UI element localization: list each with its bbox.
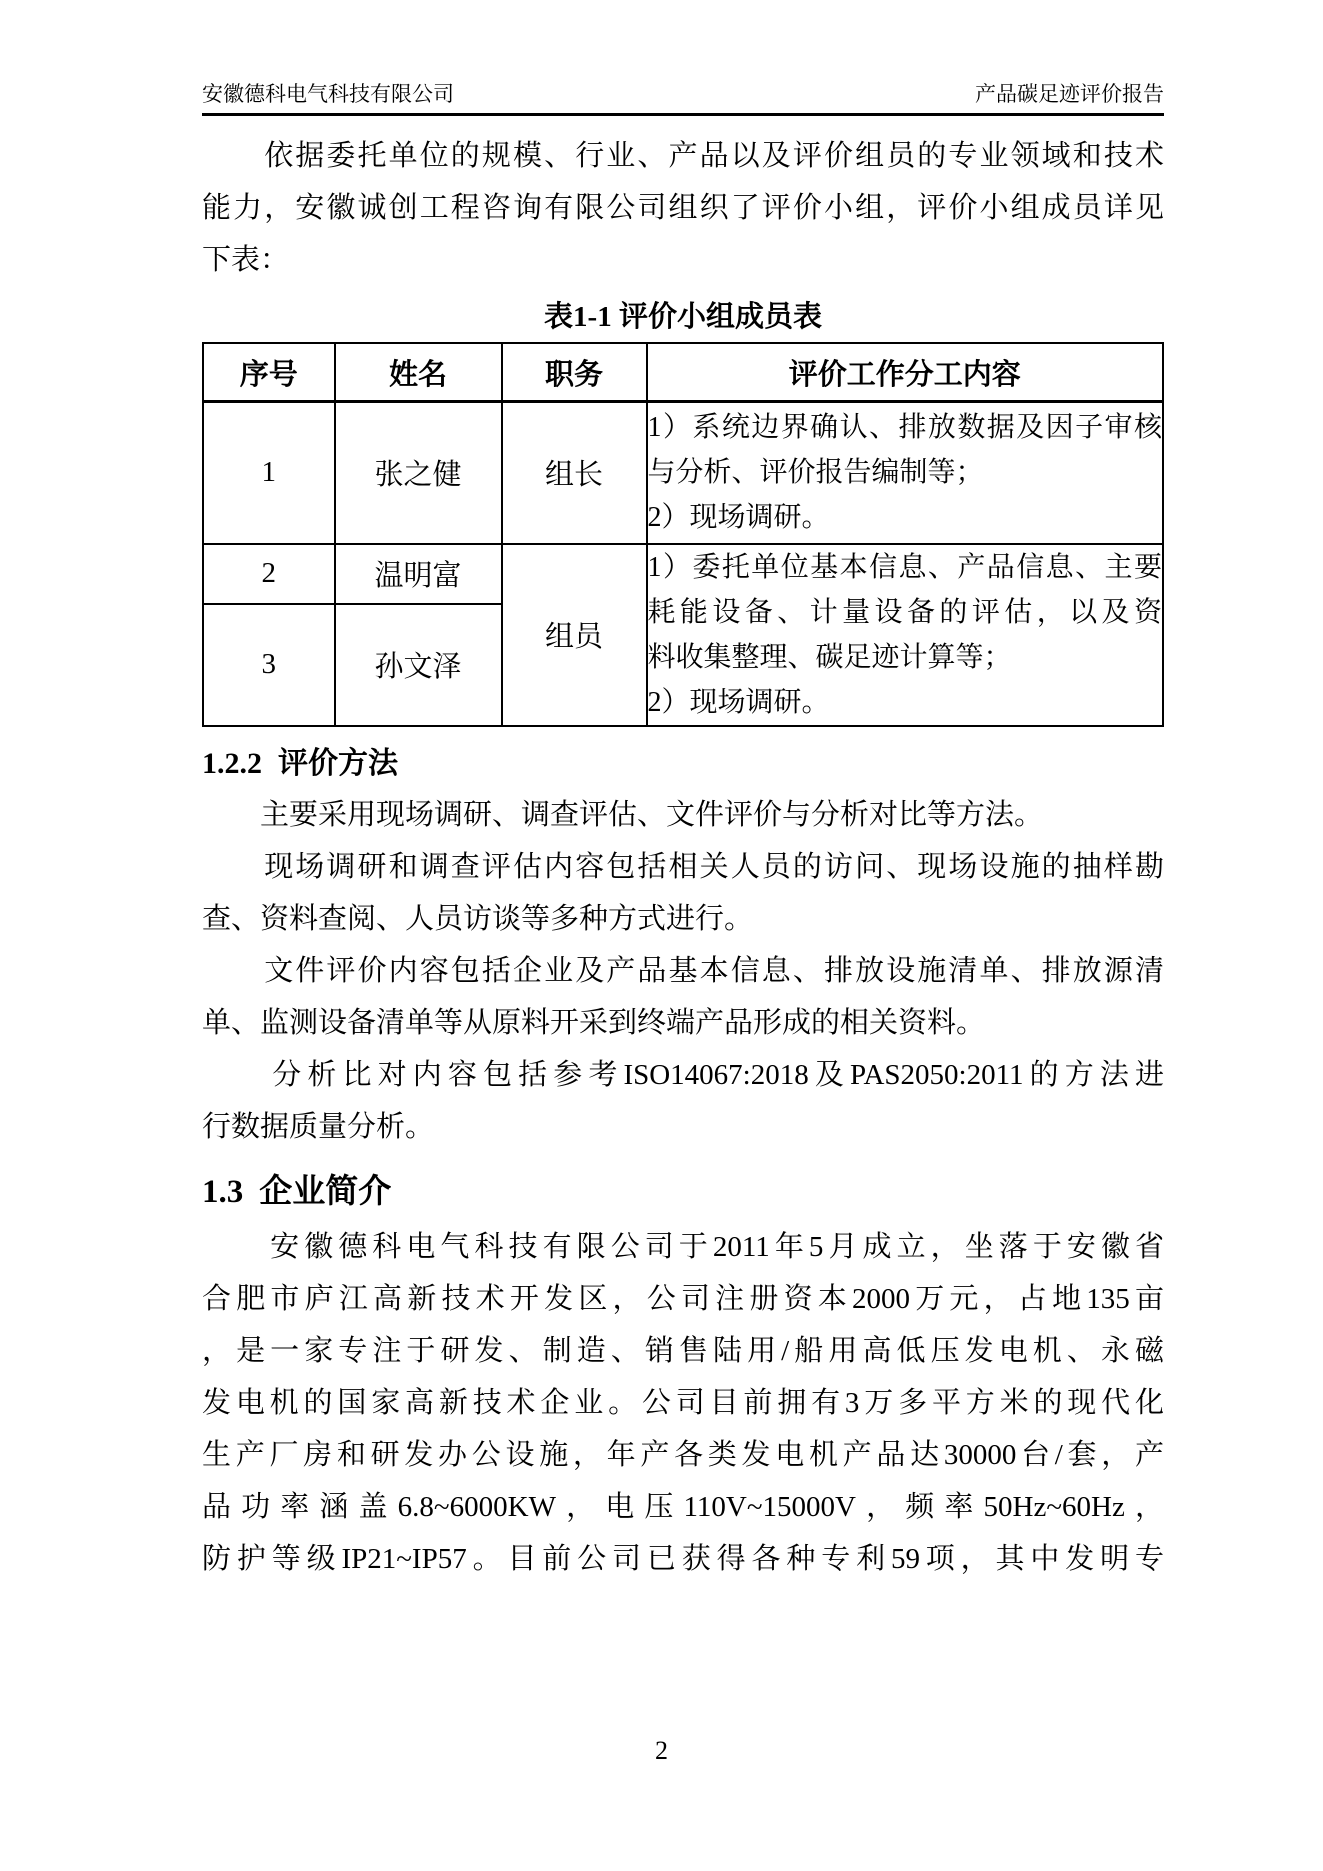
table-row <box>203 402 1163 544</box>
company-profile-paragraph: 安徽德科电气科技有限公司于2011年5月成立，坐落于安徽省 合肥市庐江高新技术开发区，公司注册资本2000万元，占地135亩 ，是一家专注于研发、制造、销售陆用/船用高低压发电机、永磁 发电机的国家高新技术企业。公司目前拥有3万多平方米的现代化 生产厂房和研发办公设施，年产各类发电机产品达30000台/套，产 品功率涵盖6.8~6000KW，电压110V~15000V，频率50Hz~60Hz， 防护等级IP21~IP57。目前公司已获得各种专利59项，其中发明专 <box>202 1230 1164 1575</box>
col-header-seq: 序号 <box>203 343 335 402</box>
table-caption: 表1-1 评价小组成员表 <box>544 301 822 333</box>
section-heading-company <box>202 1163 1164 1221</box>
name-cell: 温明富 <box>335 544 502 604</box>
col-header-role: 职务 <box>502 343 647 402</box>
table-header-row <box>203 343 1163 402</box>
seq-cell: 1 <box>203 402 335 544</box>
header-report-title: 产品碳足迹评价报告 <box>975 82 1164 106</box>
seq-cell: 2 <box>203 544 335 604</box>
col-header-name: 姓名 <box>335 343 502 402</box>
intro-paragraph: 依据委托单位的规模、行业、产品以及评价组员的专业领域和技术 能力，安徽诚创工程咨询有限公司组织了评价小组，评价小组成员详见 下表： <box>202 140 1164 276</box>
page-content <box>202 0 1164 1585</box>
methods-paragraph: 主要采用现场调研、调查评估、文件评价与分析对比等方法。 <box>202 798 1044 831</box>
role-cell-merged: 组员 <box>502 544 647 726</box>
duty-cell-merged <box>647 544 1164 726</box>
name-cell: 孙文泽 <box>335 604 502 726</box>
methods-paragraph: 文件评价内容包括企业及产品基本信息、排放设施清单、排放源清 单、监测设备清单等从原料开采到终端产品形成的相关资料。 <box>202 954 1164 1039</box>
section-number: 1.3 <box>202 1173 244 1210</box>
page-header <box>202 0 1164 116</box>
duty-item: 1）委托单位基本信息、产品信息、主要 耗能设备、计量设备的评估，以及资 料收集整理、碳足迹计算等； <box>647 551 1162 673</box>
header-company-name: 安徽德科电气科技有限公司 <box>202 82 454 106</box>
section-heading-methods <box>202 739 1164 789</box>
duty-item: 2）现场调研。 <box>647 686 830 718</box>
methods-paragraph: 现场调研和调查评估内容包括相关人员的访问、现场设施的抽样勘 查、资料查阅、人员访谈等多种方式进行。 <box>202 850 1164 935</box>
seq-cell: 3 <box>203 604 335 726</box>
duty-item: 2）现场调研。 <box>647 502 830 534</box>
section-number: 1.2.2 <box>202 746 262 780</box>
table-row <box>203 544 1163 604</box>
methods-paragraph: 分析比对内容包括参考ISO14067:2018及PAS2050:2011的方法进 行数据质量分析。 <box>202 1058 1164 1143</box>
role-cell: 组长 <box>502 402 647 544</box>
page-number: 2 <box>655 1736 668 1765</box>
duty-item: 1）系统边界确认、排放数据及因子审核 与分析、评价报告编制等； <box>647 412 1162 489</box>
section-title: 企业简介 <box>259 1173 392 1210</box>
name-cell: 张之健 <box>335 402 502 544</box>
col-header-duty: 评价工作分工内容 <box>647 343 1164 402</box>
team-members-table <box>202 342 1164 727</box>
section-title: 评价方法 <box>278 746 398 780</box>
duty-cell <box>647 402 1164 544</box>
